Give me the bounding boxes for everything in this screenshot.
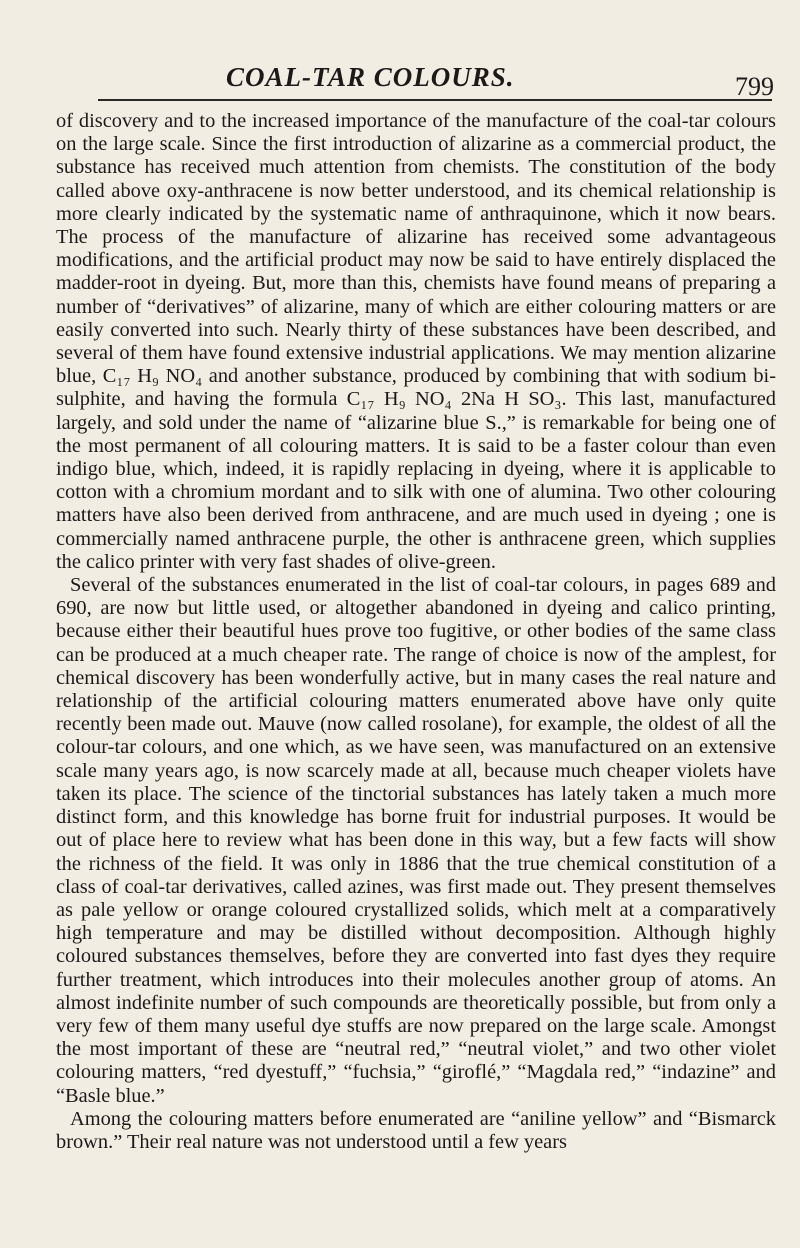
page-number: 799 <box>735 72 774 101</box>
paragraph: Several of the substances enumerated in the list of coal-tar colours, in pages 689 and 690, are now but little used, or altogether abandoned in dyeing and calico printing, because either their beautiful hues prove too fugitive, or other bodies of the same class can be produced at a much cheaper rate. The range of choice is now of the amplest, for chemical discovery has been wonderfully active, but in many cases the real nature and relationship of the artificial colouring matters enumerated above have only quite recently been made out. Mauve (now called rosolane), for example, the oldest of all the colour-tar colours, and one which, as we have seen, was manufactured on an extensive scale many years ago, is now scarcely made at all, because much cheaper violets have taken its place. The science of the tinctorial substances has lately taken a much more distinct form, and this knowledge has borne fruit for industrial purposes. It would be out of place here to review what has been done in this way, but a few facts will show the richness of the field. It was only in 1886 that the true chemical constitution of a class of coal-tar derivatives, called azines, was first made out. They present themselves as pale yellow or orange coloured crystallized solids, which melt at a comparatively high temperature and may be distilled without decomposition. Although highly coloured substances themselves, before they are converted into fast dyes they require further treatment, which introduces into their molecules another group of atoms. An almost indefinite number of such compounds are theoretically possible, but from only a very few of them many useful dye stuffs are now prepared on the large scale. Amongst the most important of these are “neutral red,” “neutral violet,” and two other violet colouring matters, “red dyestuff,” “fuchsia,” “giroflé,” “Magdala red,” “indazine” and “Basle blue.” <box>56 574 776 1107</box>
book-page <box>56 0 776 1248</box>
running-head <box>56 62 776 101</box>
running-title: COAL-TAR COLOURS. <box>226 62 515 92</box>
body-text <box>56 110 776 1154</box>
paragraph: Among the colouring matters before enumerated are “aniline yellow” and “Bismarck brown.” Their real nature was not understood until a few years <box>56 1107 776 1153</box>
paragraph: of discovery and to the increased importance of the manufacture of the coal-tar colours on the large scale. Since the first introduction of alizarine as a commercial product, the substance has received much attention from chemists. The constitution of the body called above oxy-anthracene is now better understood, and its chemical relationship is more clearly indicated by the systematic name of anthraquinone, which it now bears. The process of the manufacture of alizarine has received some advantageous modifications, and the artificial product may now be said to have entirely displaced the madder-root in dyeing. But, more than this, chemists have found means of preparing a number of “derivatives” of alizarine, many of which are either colouring matters or are easily converted into such. Nearly thirty of these substances have been described, and several of them have found extensive industrial applications. We may mention alizarine blue, C₁₇ H₉ NO₄ and another substance, produced by combining that with sodium bi-sulphite, and having the formula C₁₇ H₉ NO₄ 2Na H SO₃. This last, manufactured largely, and sold under the name of “alizarine blue S.,” is remarkable for being one of the most permanent of all colouring matters. It is said to be a faster colour than even indigo blue, which, indeed, it is rapidly replacing in dyeing, where it is applicable to cotton with a chromium mordant and to silk with one of alumina. Two other colouring matters have also been derived from anthracene, and are much used in dyeing ; one is commercially named anthracene purple, the other is anthracene green, which supplies the calico printer with very fast shades of olive-green. <box>56 110 776 573</box>
header-rule <box>98 99 772 101</box>
